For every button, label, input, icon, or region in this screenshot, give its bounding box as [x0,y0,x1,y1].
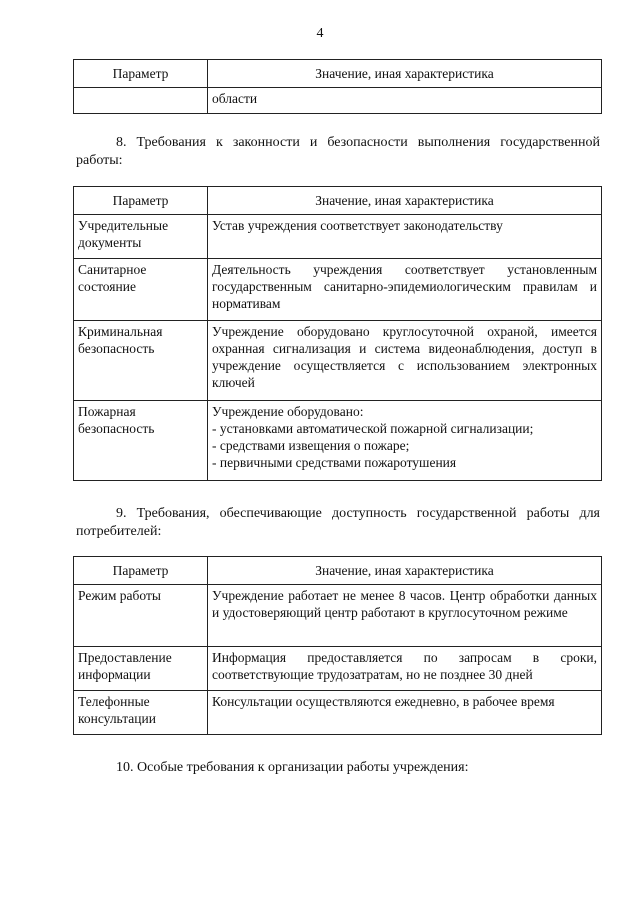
value-cell [208,647,602,691]
table-header-row [74,60,602,88]
table-row [74,647,602,691]
value-cell [208,259,602,321]
section-10-heading: 10. Особые требования к организации работы учреждения: [116,760,469,775]
table-row [74,585,602,647]
param-cell: Учредительные документы [74,215,208,259]
value-cell [208,691,602,735]
param-cell: Пожарная безопасность [74,401,208,481]
header-value: Значение, иная характеристика [208,557,602,585]
table-row [74,321,602,401]
table-continuation [73,59,602,114]
value-line: Учреждение оборудовано: [212,404,364,419]
value-line: Консультации осуществляются ежедневно, в рабочее время [212,694,555,709]
value-line: Учреждение работает не менее 8 часов. Центр обработки данных и удостоверяющий центр работают в круглосуточном режиме [212,588,597,620]
table-row [74,259,602,321]
header-value: Значение, иная характеристика [208,60,602,88]
table-header-row [74,557,602,585]
header-parameter: Параметр [74,557,208,585]
value-line: Деятельность учреждения соответствует установленным государственным санитарно-эпидемиологическим правилам и нормативам [212,262,597,311]
table-row [74,215,602,259]
page-number: 4 [316,26,324,41]
param-cell: Телефонные консультации [74,691,208,735]
value-cell [208,401,602,481]
section-8-heading: 8. Требования к законности и безопасности выполнения государственной работы: [76,135,600,168]
value-cell [208,321,602,401]
param-cell [74,88,208,114]
table-legality-safety [73,186,602,481]
table-accessibility [73,556,602,735]
table-row [74,401,602,481]
table-row [74,691,602,735]
table-header-row [74,187,602,215]
header-parameter: Параметр [74,187,208,215]
value-line: - первичными средствами пожаротушения [212,455,457,470]
param-cell: Санитарное состояние [74,259,208,321]
param-cell: Предоставление информации [74,647,208,691]
value-cell [208,585,602,647]
value-line: Информация предоставляется по запросам в сроки, соответствующие трудозатратам, но не позднее 30 дней [212,650,597,682]
table-row [74,88,602,114]
param-cell: Криминальная безопасность [74,321,208,401]
param-cell: Режим работы [74,585,208,647]
header-parameter: Параметр [74,60,208,88]
section-9-heading: 9. Требования, обеспечивающие доступность государственной работы для потребителей: [76,506,600,539]
value-line: - установками автоматической пожарной сигнализации; [212,421,534,436]
value-cell: области [208,88,602,114]
value-line: Учреждение оборудовано круглосуточной охраной, имеется охранная сигнализация и система видеонаблюдения, доступ в учреждение осуществляется с использованием электронных ключей [212,324,597,390]
header-value: Значение, иная характеристика [208,187,602,215]
value-line: Устав учреждения соответствует законодательству [212,218,503,233]
value-cell [208,215,602,259]
value-line: - средствами извещения о пожаре; [212,438,410,453]
